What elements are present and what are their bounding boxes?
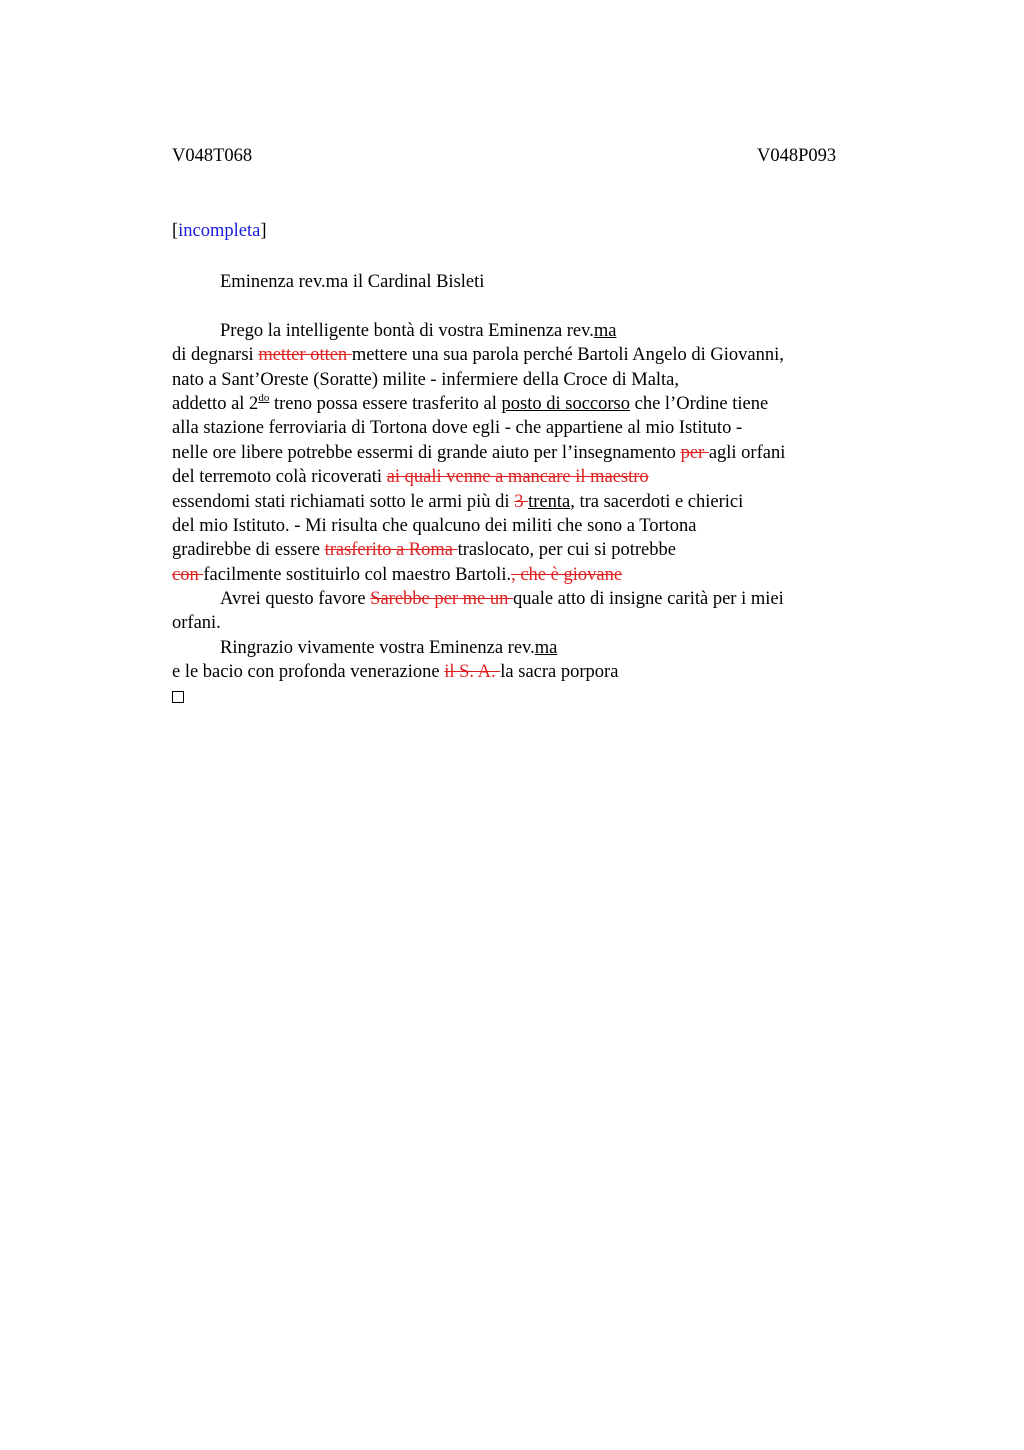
text-run: traslocato, per cui si potrebbe <box>457 540 676 561</box>
close-bracket: ] <box>260 221 267 241</box>
letter-line <box>172 563 872 587</box>
deleted-text: il S. A. <box>444 662 501 683</box>
deleted-text: trasferito a Roma <box>324 540 458 561</box>
text-run: mettere una sua parola perché Bartoli Angelo di Giovanni, <box>351 345 784 366</box>
text-run: Avrei questo favore <box>220 589 371 610</box>
deleted-text: Sarebbe per me un <box>370 589 513 610</box>
completeness-note <box>172 221 267 242</box>
text-run: facilmente sostituirlo col maestro Bartoli. <box>203 564 512 585</box>
text-run: Prego la intelligente bontà di vostra Eminenza rev. <box>220 320 594 341</box>
letter-line <box>172 587 872 611</box>
letter-line <box>172 343 872 367</box>
document-code-left: V048T068 <box>172 146 253 166</box>
text-run: del mio Istituto. - Mi risulta che qualcuno dei militi che sono a Tortona <box>172 515 697 536</box>
text-run: quale atto di insigne carità per i miei <box>512 589 784 610</box>
deleted-text: per <box>680 442 709 463</box>
letter-line <box>172 368 872 392</box>
letter-line <box>172 660 872 684</box>
document-code-right: V048P093 <box>757 146 837 166</box>
text-run: e le bacio con profonda venerazione <box>172 662 445 683</box>
letter-line <box>172 416 872 440</box>
underlined-text: ma <box>534 637 558 658</box>
text-run: del terremoto colà ricoverati <box>172 467 387 488</box>
text-run: la sacra porpora <box>500 662 619 683</box>
letter-line <box>172 514 872 538</box>
letter-line <box>172 441 872 465</box>
text-run: nato a Sant’Oreste (Soratte) milite - infermiere della Croce di Malta, <box>172 369 680 390</box>
text-run: di degnarsi <box>172 345 259 366</box>
text-run: orfani. <box>172 613 221 634</box>
underlined-text: ma <box>593 320 617 341</box>
text-run: che l’Ordine tiene <box>629 393 769 414</box>
deleted-text: ai quali venne a mancare il maestro <box>386 467 649 488</box>
letter-line <box>172 490 872 514</box>
text-run: addetto al 2 <box>172 393 259 414</box>
deleted-text: 3 <box>514 491 529 512</box>
text-run: agli orfani <box>708 442 786 463</box>
open-bracket: [ <box>172 221 179 241</box>
letter-body <box>172 270 872 709</box>
status-tag: incompleta <box>178 221 261 241</box>
underlined-text: posto di soccorso <box>501 393 630 414</box>
text-run: nelle ore libere potrebbe essermi di grande aiuto per l’insegnamento <box>172 442 681 463</box>
text-run: Ringrazio vivamente vostra Eminenza rev. <box>220 637 535 658</box>
underlined-text: trenta <box>528 491 571 512</box>
letter-line <box>172 636 872 660</box>
letter-line <box>172 319 872 343</box>
letter-line <box>172 685 872 709</box>
letter-line <box>172 465 872 489</box>
paragraph-gap <box>172 294 872 318</box>
text-run: essendomi stati richiamati sotto le armi più di <box>172 491 515 512</box>
superscript-text: do <box>258 391 270 404</box>
text-run: , tra sacerdoti e chierici <box>570 491 744 512</box>
deleted-text: con <box>172 564 204 585</box>
letter-line <box>172 538 872 562</box>
letter-line <box>172 611 872 635</box>
letter-line <box>172 392 872 416</box>
text-run: gradirebbe di essere <box>172 540 325 561</box>
text-run: alla stazione ferroviaria di Tortona dove egli - che appartiene al mio Istituto - <box>172 418 743 439</box>
text-run: treno possa essere trasferito al <box>269 393 502 414</box>
salutation: Eminenza rev.ma il Cardinal Bisleti <box>220 272 485 292</box>
deleted-text: metter otten <box>258 345 352 366</box>
deleted-text: , che è giovane <box>511 564 623 585</box>
end-of-text-box-icon <box>172 691 184 703</box>
